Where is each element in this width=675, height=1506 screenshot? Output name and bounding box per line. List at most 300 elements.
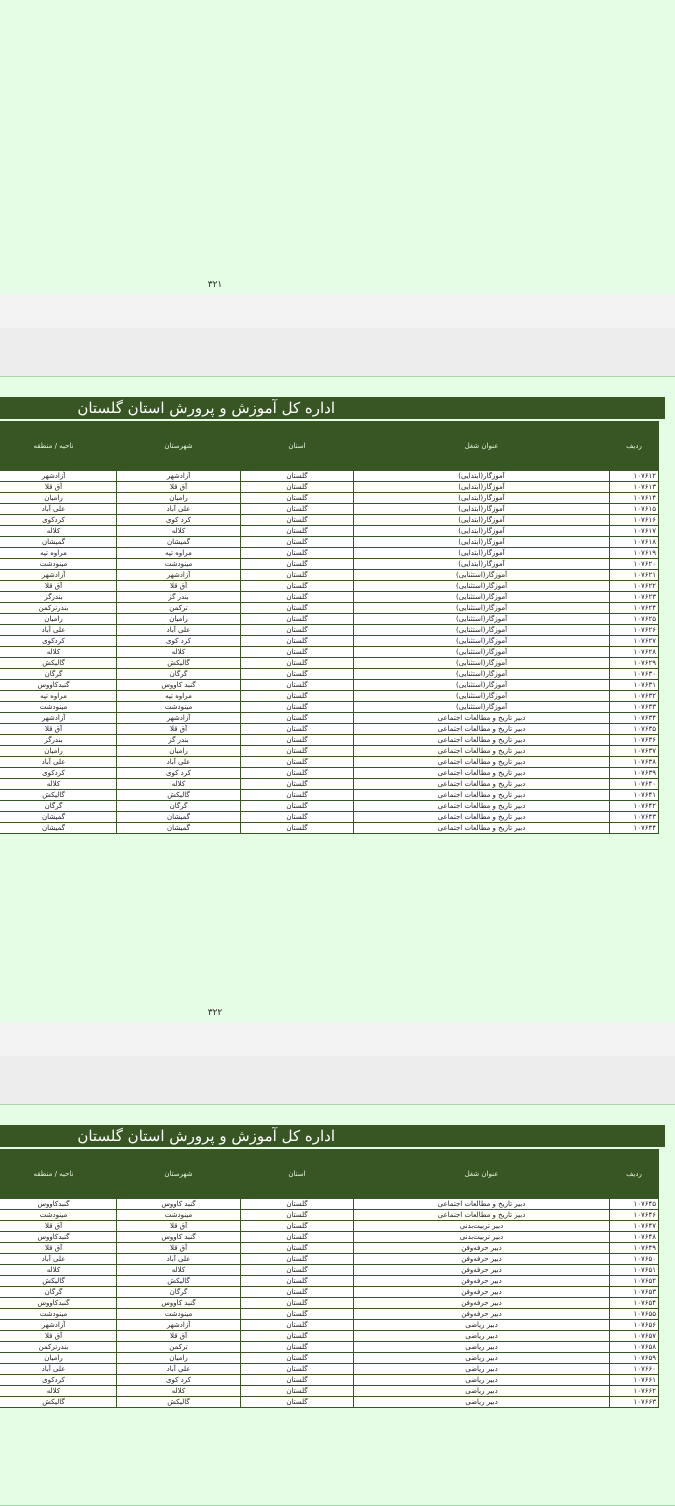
row-number-cell: ۱۰۷۶۶۳ [610,1397,659,1408]
province-cell: گلستان [241,1221,354,1232]
district-cell: گالیکش [0,1397,117,1408]
county-cell: آق قلا [117,581,241,592]
job-title-cell: دبیر ریاضی [354,1320,610,1331]
table-row [0,1320,659,1331]
county-cell: کرد کوی [117,636,241,647]
province-cell: گلستان [241,559,354,570]
row-number-cell: ۱۰۷۶۲۸ [610,647,659,658]
row-number-cell: ۱۰۷۶۵۰ [610,1254,659,1265]
district-cell: گالیکش [0,790,117,801]
province-cell: گلستان [241,746,354,757]
county-cell: آزادشهر [117,471,241,482]
job-title-cell: دبیر حرفه‌وفن [354,1243,610,1254]
table-row [0,757,659,768]
job-title-cell: دبیر ریاضی [354,1397,610,1408]
row-number-cell: ۱۰۷۶۴۱ [610,790,659,801]
county-cell: علی آباد [117,504,241,515]
job-title-cell: دبیر تربیت‌بدنی [354,1232,610,1243]
row-number-cell: ۱۰۷۶۳۲ [610,691,659,702]
province-cell: گلستان [241,1265,354,1276]
county-cell: ترکمن [117,603,241,614]
row-number-cell: ۱۰۷۶۶۲ [610,1386,659,1397]
district-cell: مینودشت [0,559,117,570]
district-cell: کلاله [0,647,117,658]
table-row [0,735,659,746]
job-title-cell: آموزگار(استثنایی) [354,625,610,636]
table-row [0,493,659,504]
province-cell: گلستان [241,735,354,746]
province-cell: گلستان [241,515,354,526]
county-cell: گالیکش [117,658,241,669]
header-row-number: ردیف [610,422,659,471]
row-number-cell: ۱۰۷۶۴۷ [610,1221,659,1232]
district-cell: علی آباد [0,1364,117,1375]
header-district: ناحیه / منطقه [0,1150,117,1199]
row-number-cell: ۱۰۷۶۱۴ [610,493,659,504]
province-cell: گلستان [241,1320,354,1331]
table-row [0,724,659,735]
job-title-cell: دبیر ریاضی [354,1342,610,1353]
table-row [0,581,659,592]
county-cell: کرد کوی [117,1375,241,1386]
jobs-table [0,421,659,834]
county-cell: گرگان [117,1287,241,1298]
row-number-cell: ۱۰۷۶۴۰ [610,779,659,790]
table-row [0,603,659,614]
county-cell: کرد کوی [117,768,241,779]
district-cell: گالیکش [0,1276,117,1287]
province-cell: گلستان [241,1276,354,1287]
county-cell: گمیشان [117,823,241,834]
county-cell: گالیکش [117,1397,241,1408]
table-row [0,1243,659,1254]
table-row [0,625,659,636]
district-cell: رامیان [0,1353,117,1364]
district-cell: گمیشان [0,812,117,823]
page-number: ۳۲۱ [207,280,223,290]
province-cell: گلستان [241,1397,354,1408]
province-cell: گلستان [241,801,354,812]
district-cell: آق قلا [0,1331,117,1342]
table-row [0,801,659,812]
job-title-cell: دبیر تربیت‌بدنی [354,1221,610,1232]
district-cell: آق قلا [0,482,117,493]
table-row [0,1331,659,1342]
table-row [0,1210,659,1221]
district-cell: رامیان [0,614,117,625]
job-title-cell: دبیر تاریخ و مطالعات اجتماعی [354,713,610,724]
district-cell: بندرگز [0,592,117,603]
county-cell: رامیان [117,1353,241,1364]
job-title-cell: دبیر حرفه‌وفن [354,1287,610,1298]
table-row [0,1397,659,1408]
county-cell: گنبد کاووس [117,1298,241,1309]
row-number-cell: ۱۰۷۶۶۰ [610,1364,659,1375]
job-title-cell: آموزگار(استثنایی) [354,680,610,691]
row-number-cell: ۱۰۷۶۲۶ [610,625,659,636]
district-cell: گنبدکاووس [0,680,117,691]
county-cell: آق قلا [117,724,241,735]
job-title-cell: آموزگار(استثنایی) [354,636,610,647]
county-cell: گالیکش [117,1276,241,1287]
job-title-cell: دبیر ریاضی [354,1331,610,1342]
district-cell: گنبدکاووس [0,1298,117,1309]
county-cell: کلاله [117,1265,241,1276]
province-cell: گلستان [241,1298,354,1309]
row-number-cell: ۱۰۷۶۱۳ [610,482,659,493]
district-cell: گنبدکاووس [0,1232,117,1243]
county-cell: کلاله [117,1386,241,1397]
job-title-cell: آموزگار(ابتدایی) [354,471,610,482]
job-title-cell: آموزگار(ابتدایی) [354,559,610,570]
county-cell: کلاله [117,526,241,537]
document-page-321 [0,0,675,295]
district-cell: کردکوی [0,636,117,647]
table-row [0,614,659,625]
row-number-cell: ۱۰۷۶۵۷ [610,1331,659,1342]
job-title-cell: دبیر حرفه‌وفن [354,1276,610,1287]
job-title-cell: دبیر تاریخ و مطالعات اجتماعی [354,746,610,757]
county-cell: گالیکش [117,790,241,801]
county-cell: بندر گز [117,592,241,603]
county-cell: آق قلا [117,482,241,493]
county-cell: گنبد کاووس [117,1199,241,1210]
table-row [0,515,659,526]
county-cell: بندر گز [117,735,241,746]
district-cell: گرگان [0,801,117,812]
row-number-cell: ۱۰۷۶۳۳ [610,702,659,713]
page-banner [0,397,665,419]
job-title-cell: دبیر ریاضی [354,1386,610,1397]
table-row [0,1298,659,1309]
district-cell: علی آباد [0,1254,117,1265]
county-cell: آزادشهر [117,570,241,581]
district-cell: کلاله [0,526,117,537]
county-cell: مینودشت [117,1210,241,1221]
job-title-cell: دبیر تاریخ و مطالعات اجتماعی [354,735,610,746]
row-number-cell: ۱۰۷۶۱۷ [610,526,659,537]
table-row [0,1309,659,1320]
table-row [0,537,659,548]
district-cell: آق قلا [0,1243,117,1254]
county-cell: علی آباد [117,1364,241,1375]
job-title-cell: آموزگار(ابتدایی) [354,515,610,526]
row-number-cell: ۱۰۷۶۵۵ [610,1309,659,1320]
district-cell: رامیان [0,746,117,757]
job-title-cell: آموزگار(استثنایی) [354,614,610,625]
banner-title: اداره کل آموزش و پرورش استان گلستان [77,399,335,417]
row-number-cell: ۱۰۷۶۵۶ [610,1320,659,1331]
province-cell: گلستان [241,592,354,603]
row-number-cell: ۱۰۷۶۲۹ [610,658,659,669]
row-number-cell: ۱۰۷۶۴۲ [610,801,659,812]
county-cell: گنبد کاووس [117,1232,241,1243]
county-cell: کلاله [117,647,241,658]
county-cell: آق قلا [117,1243,241,1254]
table-row [0,482,659,493]
job-title-cell: دبیر تاریخ و مطالعات اجتماعی [354,801,610,812]
table-row [0,526,659,537]
district-cell: کردکوی [0,515,117,526]
table-header-row [0,422,659,471]
job-title-cell: آموزگار(استثنایی) [354,647,610,658]
province-cell: گلستان [241,1287,354,1298]
table-row [0,658,659,669]
district-cell: مراوه تپه [0,691,117,702]
district-cell: مینودشت [0,1309,117,1320]
county-cell: گمیشان [117,812,241,823]
county-cell: رامیان [117,746,241,757]
row-number-cell: ۱۰۷۶۱۹ [610,548,659,559]
job-title-cell: دبیر تاریخ و مطالعات اجتماعی [354,1210,610,1221]
district-cell: آزادشهر [0,1320,117,1331]
province-cell: گلستان [241,1375,354,1386]
province-cell: گلستان [241,1353,354,1364]
province-cell: گلستان [241,1254,354,1265]
job-title-cell: آموزگار(ابتدایی) [354,548,610,559]
job-title-cell: دبیر ریاضی [354,1364,610,1375]
page-banner [0,1125,665,1147]
header-province: استان [241,1150,354,1199]
district-cell: علی آباد [0,504,117,515]
job-title-cell: دبیر حرفه‌وفن [354,1309,610,1320]
table-row [0,702,659,713]
row-number-cell: ۱۰۷۶۱۵ [610,504,659,515]
province-cell: گلستان [241,1243,354,1254]
table-row [0,768,659,779]
job-title-cell: آموزگار(استثنایی) [354,691,610,702]
district-cell: آق قلا [0,1221,117,1232]
job-title-cell: آموزگار(استثنایی) [354,603,610,614]
table-row [0,1276,659,1287]
district-cell: گرگان [0,1287,117,1298]
province-cell: گلستان [241,581,354,592]
job-title-cell: آموزگار(ابتدایی) [354,493,610,504]
table-row [0,1254,659,1265]
job-title-cell: آموزگار(ابتدایی) [354,482,610,493]
province-cell: گلستان [241,504,354,515]
table-row [0,1232,659,1243]
county-cell: مینودشت [117,702,241,713]
county-cell: مراوه تپه [117,691,241,702]
province-cell: گلستان [241,1364,354,1375]
row-number-cell: ۱۰۷۶۴۵ [610,1199,659,1210]
district-cell: گالیکش [0,658,117,669]
province-cell: گلستان [241,526,354,537]
header-job-title: عنوان شغل [354,422,610,471]
row-number-cell: ۱۰۷۶۵۹ [610,1353,659,1364]
row-number-cell: ۱۰۷۶۴۳ [610,812,659,823]
county-cell: ترکمن [117,1342,241,1353]
row-number-cell: ۱۰۷۶۲۵ [610,614,659,625]
job-title-cell: آموزگار(استثنایی) [354,702,610,713]
job-title-cell: آموزگار(ابتدایی) [354,537,610,548]
job-title-cell: دبیر تاریخ و مطالعات اجتماعی [354,1199,610,1210]
province-cell: گلستان [241,669,354,680]
county-cell: مراوه تپه [117,548,241,559]
province-cell: گلستان [241,1210,354,1221]
district-cell: کردکوی [0,1375,117,1386]
row-number-cell: ۱۰۷۶۳۵ [610,724,659,735]
county-cell: آق قلا [117,1221,241,1232]
table-row [0,1342,659,1353]
district-cell: مینودشت [0,702,117,713]
row-number-cell: ۱۰۷۶۳۱ [610,680,659,691]
county-cell: گنبد کاووس [117,680,241,691]
province-cell: گلستان [241,790,354,801]
district-cell: گنبدکاووس [0,1199,117,1210]
header-job-title: عنوان شغل [354,1150,610,1199]
county-cell: علی آباد [117,757,241,768]
table-row [0,1265,659,1276]
province-cell: گلستان [241,812,354,823]
header-province: استان [241,422,354,471]
row-number-cell: ۱۰۷۶۵۸ [610,1342,659,1353]
province-cell: گلستان [241,1386,354,1397]
row-number-cell: ۱۰۷۶۵۱ [610,1265,659,1276]
table-header-row [0,1150,659,1199]
row-number-cell: ۱۰۷۶۲۳ [610,592,659,603]
table-row [0,1287,659,1298]
page-gap [0,1022,675,1056]
row-number-cell: ۱۰۷۶۵۴ [610,1298,659,1309]
table-row [0,1364,659,1375]
district-cell: بندرترکمن [0,603,117,614]
page-number: ۳۲۲ [207,1008,223,1018]
province-cell: گلستان [241,1331,354,1342]
county-cell: آزادشهر [117,1320,241,1331]
row-number-cell: ۱۰۷۶۴۶ [610,1210,659,1221]
job-title-cell: آموزگار(استثنایی) [354,658,610,669]
table-row [0,1199,659,1210]
job-title-cell: آموزگار(ابتدایی) [354,526,610,537]
job-title-cell: آموزگار(ابتدایی) [354,504,610,515]
county-cell: کلاله [117,779,241,790]
table-row [0,812,659,823]
row-number-cell: ۱۰۷۶۲۱ [610,570,659,581]
banner-title: اداره کل آموزش و پرورش استان گلستان [77,1127,335,1145]
province-cell: گلستان [241,548,354,559]
job-title-cell: دبیر حرفه‌وفن [354,1254,610,1265]
table-row [0,559,659,570]
county-cell: آق قلا [117,1331,241,1342]
document-page-322 [0,376,675,1024]
job-title-cell: دبیر تاریخ و مطالعات اجتماعی [354,779,610,790]
row-number-cell: ۱۰۷۶۳۰ [610,669,659,680]
table-row [0,746,659,757]
job-title-cell: دبیر حرفه‌وفن [354,1265,610,1276]
province-cell: گلستان [241,636,354,647]
header-county: شهرستان [117,422,241,471]
county-cell: مینودشت [117,1309,241,1320]
county-cell: گرگان [117,801,241,812]
province-cell: گلستان [241,614,354,625]
table-row [0,592,659,603]
job-title-cell: دبیر تاریخ و مطالعات اجتماعی [354,823,610,834]
job-title-cell: آموزگار(استثنایی) [354,570,610,581]
job-title-cell: دبیر تاریخ و مطالعات اجتماعی [354,757,610,768]
district-cell: بندرترکمن [0,1342,117,1353]
province-cell: گلستان [241,691,354,702]
table-row [0,504,659,515]
job-title-cell: دبیر تاریخ و مطالعات اجتماعی [354,790,610,801]
district-cell: آق قلا [0,724,117,735]
district-cell: گرگان [0,669,117,680]
province-cell: گلستان [241,603,354,614]
district-cell: آزادشهر [0,471,117,482]
table-row [0,636,659,647]
province-cell: گلستان [241,537,354,548]
row-number-cell: ۱۰۷۶۳۷ [610,746,659,757]
table-row [0,647,659,658]
table-row [0,669,659,680]
province-cell: گلستان [241,647,354,658]
county-cell: گمیشان [117,537,241,548]
table-row [0,548,659,559]
table-row [0,691,659,702]
county-cell: رامیان [117,614,241,625]
header-county: شهرستان [117,1150,241,1199]
page-gap [0,294,675,328]
district-cell: گمیشان [0,537,117,548]
province-cell: گلستان [241,724,354,735]
district-cell: علی آباد [0,757,117,768]
row-number-cell: ۱۰۷۶۳۸ [610,757,659,768]
row-number-cell: ۱۰۷۶۲۷ [610,636,659,647]
province-cell: گلستان [241,570,354,581]
row-number-cell: ۱۰۷۶۱۲ [610,471,659,482]
province-cell: گلستان [241,680,354,691]
district-cell: آزادشهر [0,713,117,724]
province-cell: گلستان [241,625,354,636]
district-cell: آزادشهر [0,570,117,581]
row-number-cell: ۱۰۷۶۲۴ [610,603,659,614]
job-title-cell: دبیر ریاضی [354,1375,610,1386]
province-cell: گلستان [241,779,354,790]
district-cell: کردکوی [0,768,117,779]
table-row [0,823,659,834]
province-cell: گلستان [241,1342,354,1353]
job-title-cell: آموزگار(استثنایی) [354,669,610,680]
province-cell: گلستان [241,493,354,504]
district-cell: مینودشت [0,1210,117,1221]
table-row [0,1375,659,1386]
table-row [0,790,659,801]
county-cell: علی آباد [117,625,241,636]
job-title-cell: آموزگار(استثنایی) [354,581,610,592]
district-cell: مراوه تپه [0,548,117,559]
row-number-cell: ۱۰۷۶۴۸ [610,1232,659,1243]
county-cell: رامیان [117,493,241,504]
table-row [0,1386,659,1397]
province-cell: گلستان [241,713,354,724]
province-cell: گلستان [241,1232,354,1243]
province-cell: گلستان [241,768,354,779]
jobs-table [0,1149,659,1408]
province-cell: گلستان [241,702,354,713]
district-cell: کلاله [0,1265,117,1276]
table-row [0,471,659,482]
province-cell: گلستان [241,1309,354,1320]
job-title-cell: دبیر ریاضی [354,1353,610,1364]
province-cell: گلستان [241,482,354,493]
district-cell: گمیشان [0,823,117,834]
row-number-cell: ۱۰۷۶۲۲ [610,581,659,592]
district-cell: کلاله [0,1386,117,1397]
district-cell: علی آباد [0,625,117,636]
row-number-cell: ۱۰۷۶۳۴ [610,713,659,724]
table-row [0,680,659,691]
